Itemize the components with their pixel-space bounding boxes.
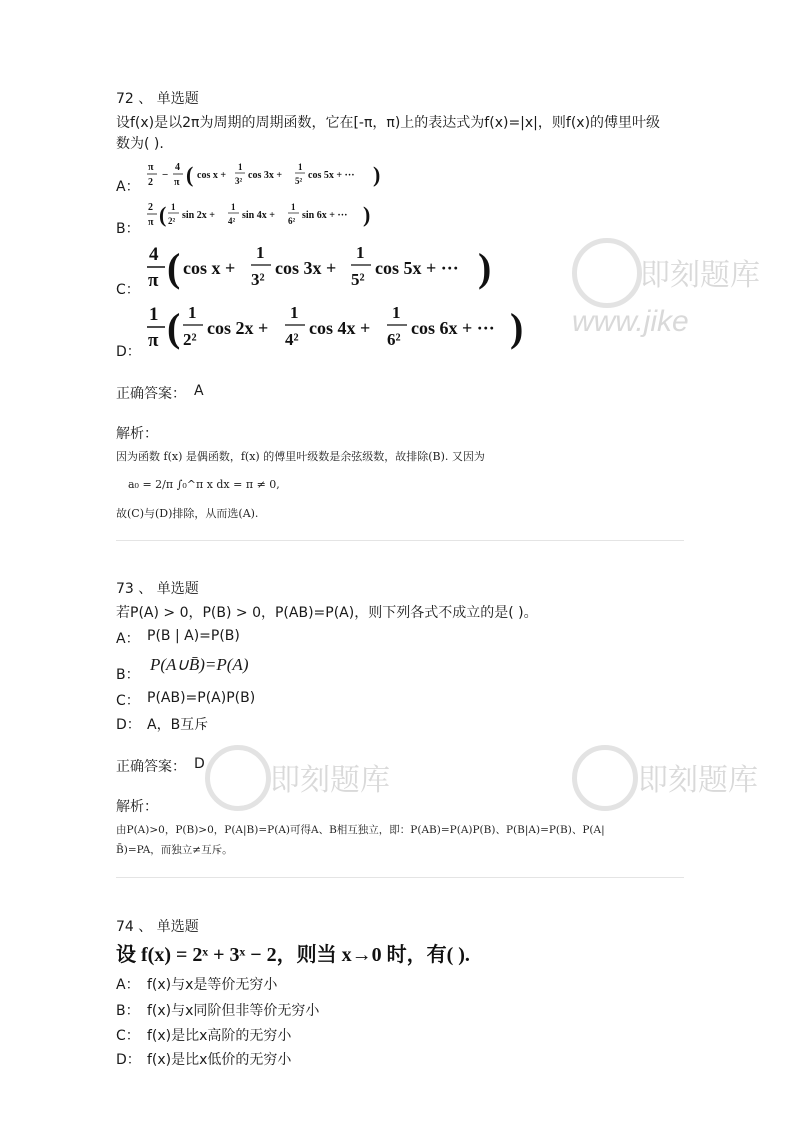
svg-text:6²: 6² bbox=[288, 216, 296, 226]
svg-text:1: 1 bbox=[256, 243, 265, 262]
svg-text:1: 1 bbox=[392, 303, 401, 322]
q72-option-b-label[interactable]: B： bbox=[116, 221, 140, 237]
svg-text:cos 4x +: cos 4x + bbox=[309, 318, 371, 338]
svg-text:5²: 5² bbox=[295, 176, 303, 186]
q73-option-b-text[interactable]: P(A∪B̄)=P(A) bbox=[150, 655, 249, 674]
svg-text:1: 1 bbox=[290, 303, 299, 322]
q73-answer-value: D bbox=[194, 756, 205, 772]
q73-stem: 若P(A) > 0，P(B) > 0，P(AB)=P(A)，则下列各式不成立的是( )。 bbox=[116, 605, 538, 621]
q72-option-a-label[interactable]: A： bbox=[116, 179, 140, 195]
svg-text:1: 1 bbox=[298, 162, 303, 172]
svg-text:(: ( bbox=[186, 162, 194, 187]
svg-text:sin 4x +: sin 4x + bbox=[242, 210, 275, 221]
svg-text:): ) bbox=[478, 245, 492, 290]
svg-text:4²: 4² bbox=[228, 216, 236, 226]
q74-option-c-text[interactable]: f(x)是比x高阶的无穷小 bbox=[147, 1028, 292, 1044]
q73-header: 73 、 单选题 bbox=[116, 581, 199, 597]
q74-option-c-label[interactable]: C： bbox=[116, 1028, 140, 1044]
svg-text:π: π bbox=[148, 217, 154, 228]
svg-text:π: π bbox=[174, 177, 180, 188]
svg-text:cos 3x +: cos 3x + bbox=[248, 170, 283, 181]
q72-stem-line2: 数为( ). bbox=[116, 136, 164, 152]
q72-analysis-line3: 故(C)与(D)排除，从而选(A). bbox=[116, 507, 259, 520]
svg-text:4: 4 bbox=[149, 244, 159, 265]
q73-analysis-label: 解析： bbox=[116, 799, 158, 815]
svg-text:cos 5x + ···: cos 5x + ··· bbox=[308, 170, 355, 181]
q73-option-c-label[interactable]: C： bbox=[116, 693, 140, 709]
svg-text:(: ( bbox=[167, 245, 181, 290]
q74-option-a-label[interactable]: A： bbox=[116, 977, 140, 993]
svg-text:−: − bbox=[162, 169, 169, 181]
watermark-panda-icon bbox=[572, 745, 638, 811]
q73-option-c-text[interactable]: P(AB)=P(A)P(B) bbox=[147, 690, 256, 706]
svg-text:5²: 5² bbox=[351, 270, 365, 289]
q73-option-b-label[interactable]: B： bbox=[116, 667, 140, 683]
svg-text:2: 2 bbox=[148, 177, 153, 188]
svg-text:π: π bbox=[148, 162, 154, 173]
svg-text:π: π bbox=[148, 270, 159, 291]
q72-stem-line1: 设f(x)是以2π为周期的周期函数，它在[-π，π)上的表达式为f(x)=|x|，则f(x)的傅里叶级 bbox=[116, 115, 661, 131]
svg-text:): ) bbox=[510, 305, 524, 350]
svg-text:1: 1 bbox=[291, 202, 296, 212]
svg-text:cos x +: cos x + bbox=[197, 170, 227, 181]
divider bbox=[116, 877, 684, 878]
svg-text:π: π bbox=[148, 330, 159, 351]
svg-text:2²: 2² bbox=[168, 216, 176, 226]
svg-text:2²: 2² bbox=[183, 330, 197, 349]
q72-header: 72 、 单选题 bbox=[116, 91, 199, 107]
q72-option-c-label[interactable]: C： bbox=[116, 282, 140, 298]
svg-text:1: 1 bbox=[149, 304, 159, 325]
q73-option-d-label[interactable]: D： bbox=[116, 717, 141, 733]
q73-option-a-text[interactable]: P(B | A)=P(B) bbox=[147, 628, 240, 644]
watermark-brand: 即刻题库 bbox=[640, 259, 760, 292]
svg-text:4²: 4² bbox=[285, 330, 299, 349]
q72-option-a-formula[interactable] bbox=[145, 158, 385, 194]
q72-analysis-label: 解析： bbox=[116, 426, 158, 442]
svg-text:3²: 3² bbox=[251, 270, 265, 289]
q73-option-d-text[interactable]: A，B互斥 bbox=[147, 717, 209, 733]
svg-text:1: 1 bbox=[356, 243, 365, 262]
q74-option-d-label[interactable]: D： bbox=[116, 1052, 141, 1068]
q73-analysis-line1: 由P(A)>0，P(B)>0，P(A|B)=P(A)可得A、B相互独立，即：P(AB)=P(A)P(B)、P(B|A)=P(B)、P(A| bbox=[116, 824, 605, 836]
svg-text:(: ( bbox=[167, 305, 181, 350]
svg-text:1: 1 bbox=[231, 202, 236, 212]
q72-answer-value: A bbox=[194, 383, 204, 399]
q74-stem: 设 f(x) = 2ˣ + 3ˣ − 2，则当 x→0 时，有( ). bbox=[116, 944, 470, 966]
svg-text:1: 1 bbox=[238, 162, 243, 172]
q73-analysis-line2: B̄)=PA，而独立≠互斥。 bbox=[116, 844, 233, 856]
q72-option-b-formula[interactable] bbox=[145, 198, 375, 234]
watermark-url: www.jike bbox=[572, 305, 689, 338]
q72-analysis-line2: a₀ = 2/π ∫₀^π x dx = π ≠ 0, bbox=[128, 478, 280, 491]
svg-text:sin 2x +: sin 2x + bbox=[182, 210, 215, 221]
q74-option-d-text[interactable]: f(x)是比x低价的无穷小 bbox=[147, 1052, 292, 1068]
svg-text:6²: 6² bbox=[387, 330, 401, 349]
svg-text:3²: 3² bbox=[235, 176, 243, 186]
q74-header: 74 、 单选题 bbox=[116, 919, 199, 935]
svg-text:cos x +: cos x + bbox=[183, 258, 236, 278]
q72-option-c-formula[interactable] bbox=[145, 240, 495, 298]
q72-answer-label: 正确答案： bbox=[116, 386, 186, 402]
watermark-brand: 即刻题库 bbox=[638, 764, 758, 797]
q74-option-b-label[interactable]: B： bbox=[116, 1003, 140, 1019]
svg-text:1: 1 bbox=[188, 303, 197, 322]
q74-option-b-text[interactable]: f(x)与x同阶但非等价无穷小 bbox=[147, 1003, 320, 1019]
svg-text:sin 6x + ···: sin 6x + ··· bbox=[302, 210, 348, 221]
q72-option-d-formula[interactable] bbox=[145, 300, 525, 358]
svg-text:cos 6x + ···: cos 6x + ··· bbox=[411, 318, 495, 338]
svg-text:1: 1 bbox=[171, 202, 176, 212]
watermark-brand: 即刻题库 bbox=[270, 764, 390, 797]
q74-option-a-text[interactable]: f(x)与x是等价无穷小 bbox=[147, 977, 278, 993]
svg-text:cos 3x +: cos 3x + bbox=[275, 258, 337, 278]
q73-answer-label: 正确答案： bbox=[116, 759, 186, 775]
q72-option-d-label[interactable]: D： bbox=[116, 344, 141, 360]
svg-text:(: ( bbox=[159, 202, 167, 227]
svg-text:): ) bbox=[363, 202, 371, 227]
watermark-panda-icon bbox=[205, 745, 271, 811]
watermark-panda-icon bbox=[572, 238, 642, 308]
svg-text:cos 2x +: cos 2x + bbox=[207, 318, 269, 338]
svg-text:4: 4 bbox=[175, 162, 180, 173]
divider bbox=[116, 540, 684, 541]
q72-analysis-line1: 因为函数 f(x) 是偶函数，f(x) 的傅里叶级数是余弦级数，故排除(B). 又因为 bbox=[116, 450, 485, 463]
svg-text:cos 5x + ···: cos 5x + ··· bbox=[375, 258, 459, 278]
q73-option-a-label[interactable]: A： bbox=[116, 631, 140, 647]
svg-text:2: 2 bbox=[148, 202, 153, 213]
svg-text:): ) bbox=[373, 162, 381, 187]
